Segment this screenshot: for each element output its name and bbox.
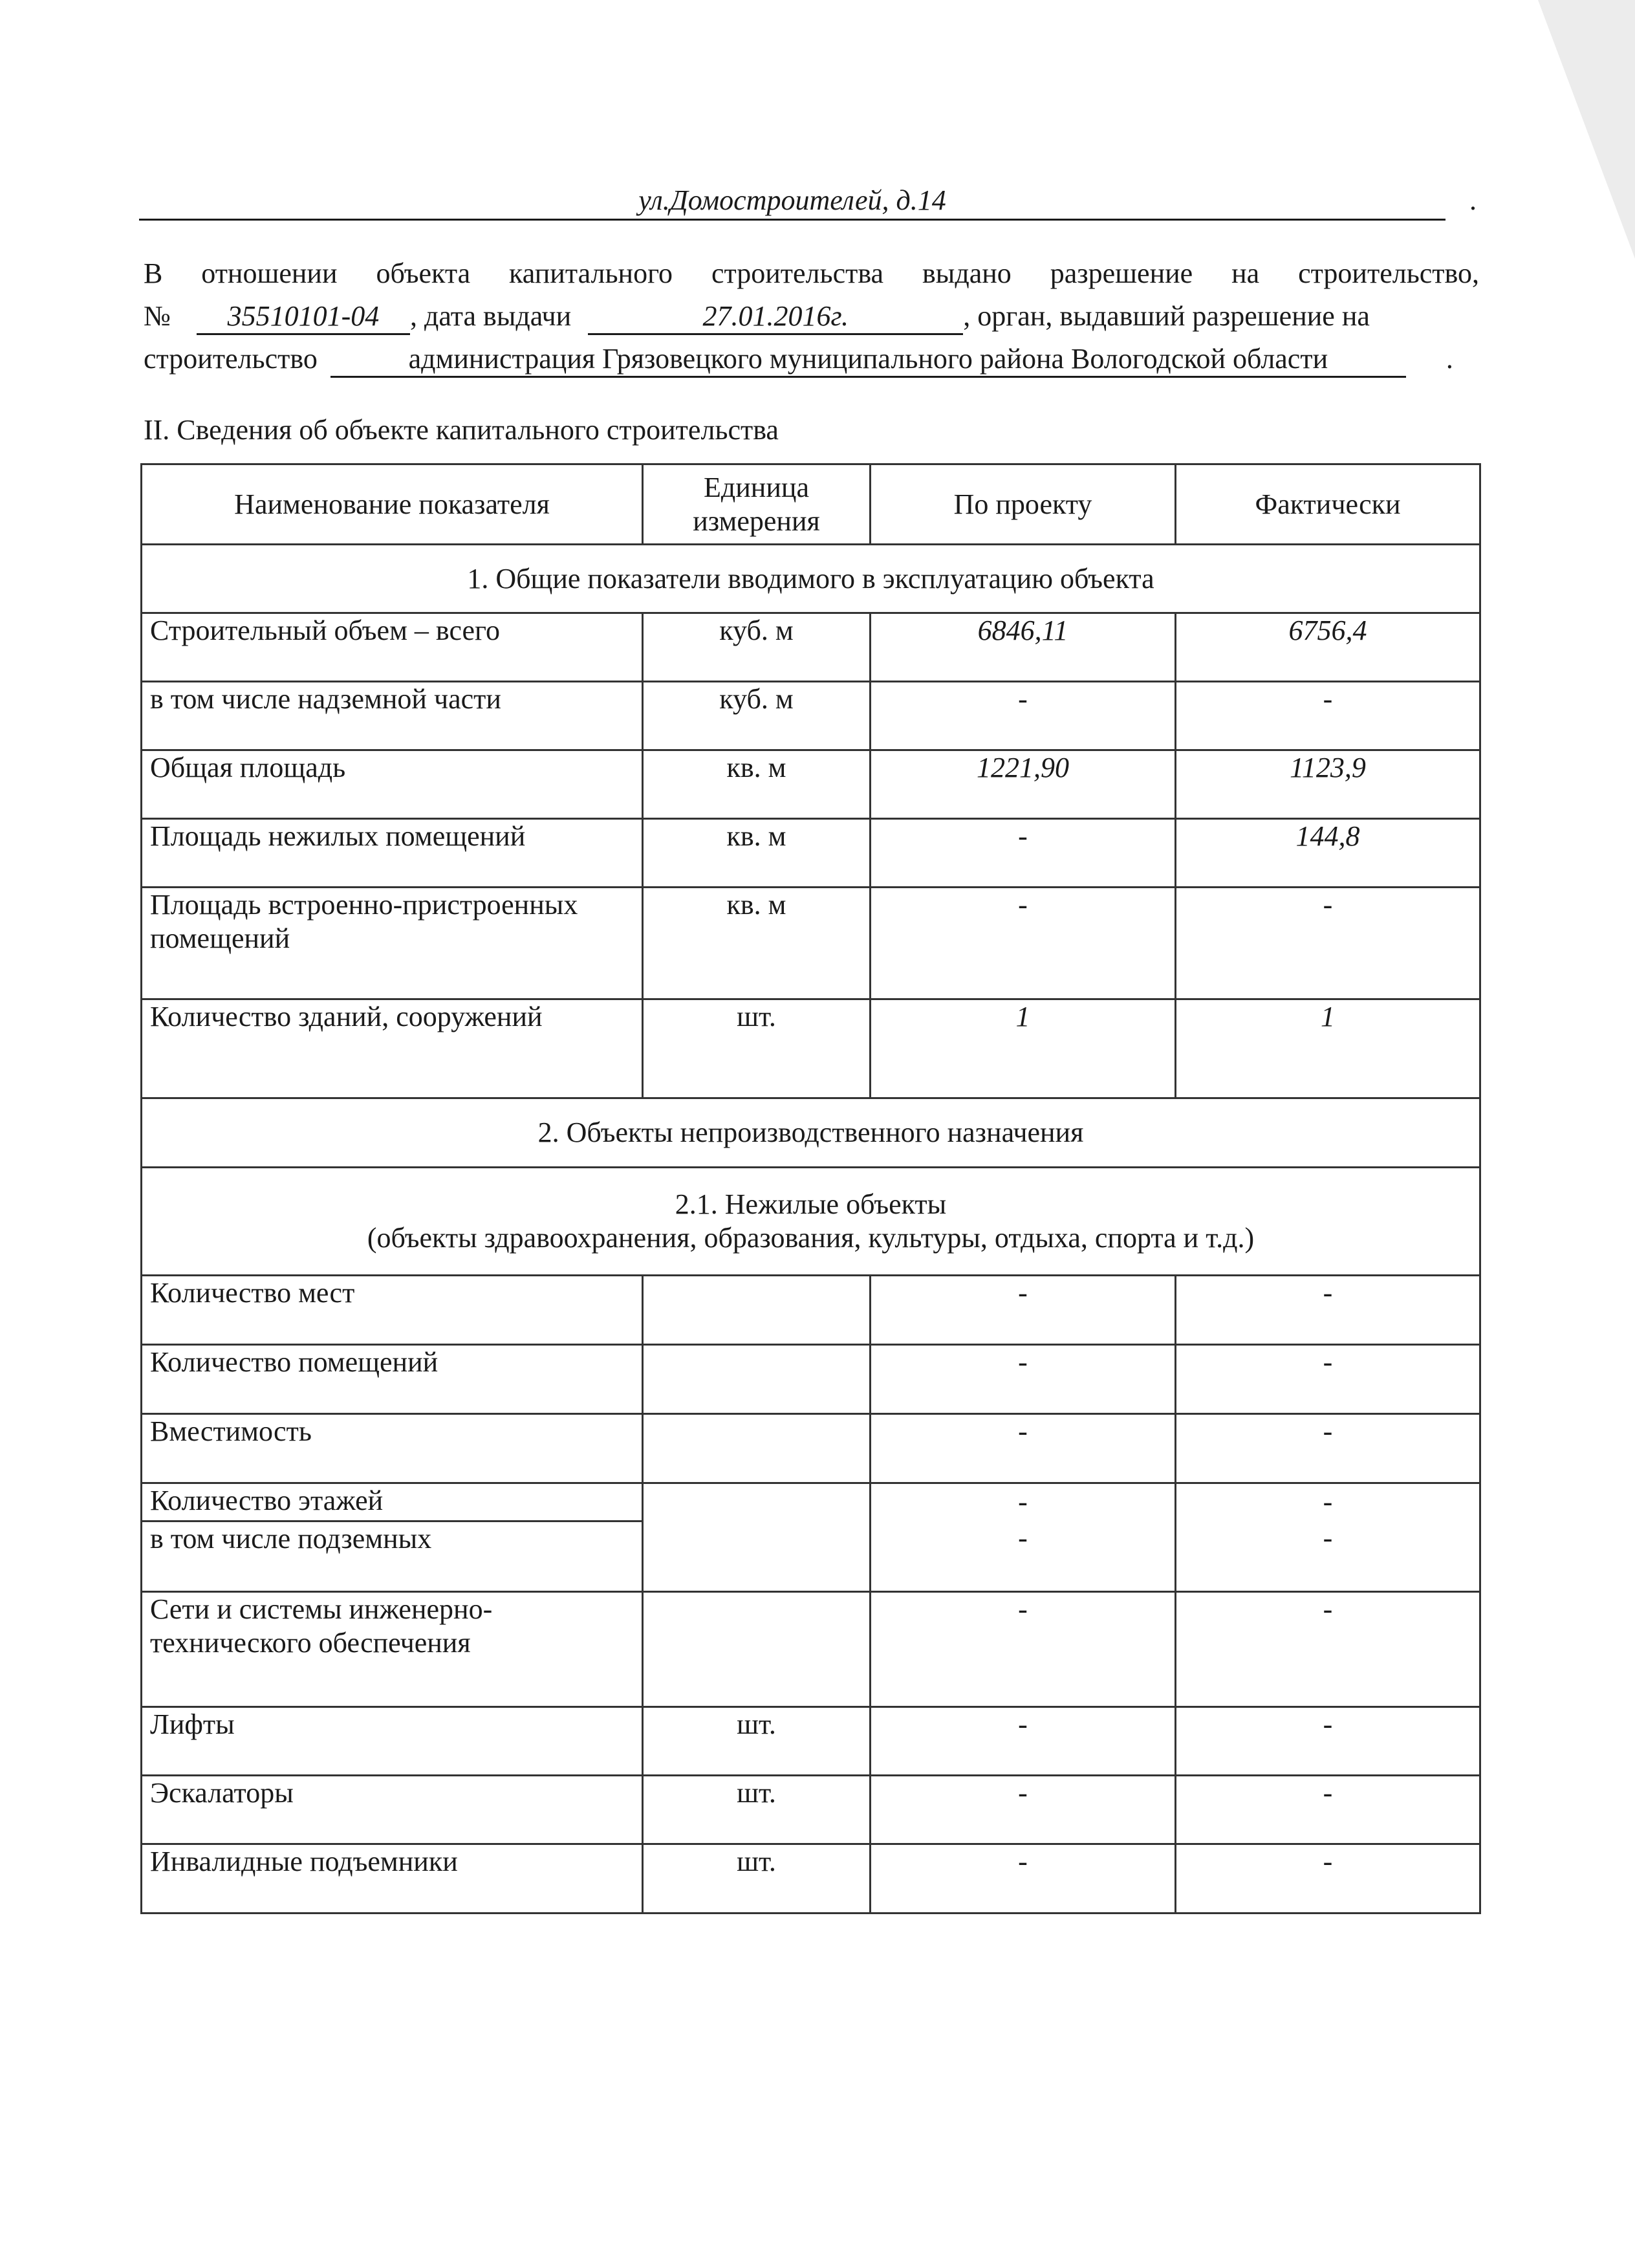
floors-label: Количество этажей	[142, 1484, 642, 1522]
cell-name: в том числе надземной части	[142, 682, 643, 750]
cell-name: Количество мест	[142, 1276, 643, 1345]
group-row	[142, 1098, 1480, 1168]
authority-trailing-dot: .	[1446, 343, 1453, 375]
group-title: 1. Общие показатели вводимого в эксплуатацию объекта	[142, 545, 1480, 613]
table-row	[142, 1345, 1480, 1414]
cell-unit: шт.	[643, 1844, 871, 1914]
floors-name-cell	[142, 1483, 643, 1592]
subgroup-heading: 2.1. Нежилые объекты	[675, 1188, 947, 1220]
cell-actual: -	[1176, 1345, 1480, 1414]
cell-actual: -	[1176, 888, 1480, 999]
cell-actual: 1	[1176, 999, 1480, 1098]
underground-label: в том числе подземных	[150, 1523, 432, 1554]
cell-actual: 1123,9	[1176, 750, 1480, 819]
cell-project: -	[871, 1276, 1176, 1345]
header-actual: Фактически	[1176, 464, 1480, 545]
object-info-table	[140, 463, 1481, 1914]
subgroup-description: (объекты здравоохранения, образования, культуры, отдыха, спорта и т.д.)	[367, 1222, 1255, 1254]
table-row	[142, 1414, 1480, 1483]
permit-intro-text: В отношении объекта капитального строительства выдано разрешение на строительство,	[144, 257, 1479, 289]
authority-prefix: строительство	[144, 343, 318, 375]
permit-number-line	[144, 295, 1479, 338]
cell-project: -	[871, 819, 1176, 888]
address-field: ул.Домостроителей, д.14	[139, 182, 1446, 221]
cell-actual: -	[1176, 1707, 1480, 1776]
cell-name: Количество помещений	[142, 1345, 643, 1414]
cell-unit: шт.	[643, 1707, 871, 1776]
cell-unit	[643, 1414, 871, 1483]
cell-actual: -	[1176, 1844, 1480, 1914]
cell-name: Лифты	[142, 1707, 643, 1776]
table-row	[142, 819, 1480, 888]
cell-unit: шт.	[643, 1776, 871, 1844]
group-title: 2. Объекты непроизводственного назначения	[142, 1098, 1480, 1168]
cell-name: Площадь нежилых помещений	[142, 819, 643, 888]
floors-actual-value: -	[1323, 1486, 1333, 1518]
cell-actual: -	[1176, 1414, 1480, 1483]
section-title: II. Сведения об объекте капитального строительства	[144, 414, 779, 446]
underground-actual-value: -	[1323, 1522, 1333, 1554]
cell-unit	[643, 1345, 871, 1414]
table-row	[142, 1592, 1480, 1707]
cell-name: Площадь встроенно-пристроенных помещений	[142, 888, 643, 999]
table-row	[142, 999, 1480, 1098]
cell-actual: -	[1176, 1776, 1480, 1844]
table-row	[142, 1707, 1480, 1776]
table-row-floors	[142, 1483, 1480, 1592]
cell-project: -	[871, 1776, 1176, 1844]
cell-actual: 6756,4	[1176, 613, 1480, 682]
cell-project: -	[871, 1707, 1176, 1776]
cell-unit: кв. м	[643, 888, 871, 999]
table-row	[142, 1844, 1480, 1914]
table-row	[142, 682, 1480, 750]
authority-field: администрация Грязовецкого муниципального района Вологодской области	[330, 342, 1406, 378]
cell-unit	[643, 1276, 871, 1345]
table-row	[142, 750, 1480, 819]
subgroup-title	[142, 1168, 1480, 1276]
floors-project-cell	[871, 1483, 1176, 1592]
cell-name: Общая площадь	[142, 750, 643, 819]
table-header-row	[142, 464, 1480, 545]
cell-unit: куб. м	[643, 682, 871, 750]
cell-unit: кв. м	[643, 819, 871, 888]
cell-actual: -	[1176, 1592, 1480, 1707]
cell-project: -	[871, 1414, 1176, 1483]
table-row	[142, 888, 1480, 999]
cell-name: Инвалидные подъемники	[142, 1844, 643, 1914]
group-row	[142, 545, 1480, 613]
cell-unit	[643, 1483, 871, 1592]
cell-name: Вместимость	[142, 1414, 643, 1483]
permit-paragraph	[144, 252, 1479, 380]
cell-unit	[643, 1592, 871, 1707]
floors-actual-cell	[1176, 1483, 1480, 1592]
table-row	[142, 613, 1480, 682]
cell-unit: кв. м	[643, 750, 871, 819]
permit-authority-line	[144, 338, 1479, 380]
cell-project: 1221,90	[871, 750, 1176, 819]
cell-project: 6846,11	[871, 613, 1176, 682]
cell-name: Эскалаторы	[142, 1776, 643, 1844]
cell-project: 1	[871, 999, 1176, 1098]
number-sign: №	[144, 300, 171, 332]
cell-project: -	[871, 682, 1176, 750]
authority-label: , орган, выдавший разрешение на	[963, 300, 1370, 332]
cell-actual: -	[1176, 682, 1480, 750]
header-name: Наименование показателя	[142, 464, 643, 545]
header-unit: Единица измерения	[643, 464, 871, 545]
floors-project-value: -	[1018, 1486, 1028, 1518]
header-project: По проекту	[871, 464, 1176, 545]
cell-project: -	[871, 1844, 1176, 1914]
issue-date-field: 27.01.2016г.	[588, 300, 963, 335]
cell-name: Сети и системы инженерно-технического обеспечения	[142, 1592, 643, 1707]
cell-actual: -	[1176, 1276, 1480, 1345]
issue-date-label: , дата выдачи	[409, 300, 572, 332]
cell-project: -	[871, 888, 1176, 999]
cell-name: Строительный объем – всего	[142, 613, 643, 682]
cell-name: Количество зданий, сооружений	[142, 999, 643, 1098]
cell-project: -	[871, 1345, 1176, 1414]
cell-actual: 144,8	[1176, 819, 1480, 888]
address-trailing-dot: .	[1469, 184, 1477, 216]
table-row	[142, 1276, 1480, 1345]
cell-unit: куб. м	[643, 613, 871, 682]
cell-unit: шт.	[643, 999, 871, 1098]
table-row	[142, 1776, 1480, 1844]
subgroup-row	[142, 1168, 1480, 1276]
cell-project: -	[871, 1592, 1176, 1707]
underground-project-value: -	[1018, 1522, 1028, 1554]
folded-page-corner	[1538, 0, 1635, 259]
permit-number-field: 35510101-04	[197, 300, 410, 335]
